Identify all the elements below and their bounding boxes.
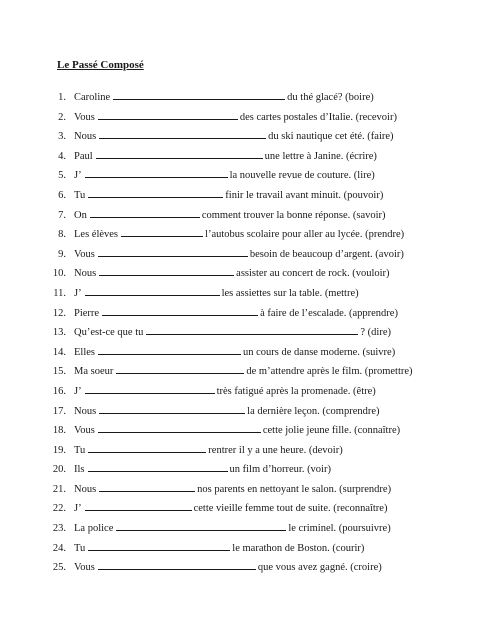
exercise-item xyxy=(38,323,478,343)
exercise-number: 11. xyxy=(53,287,66,299)
exercise-number: 6. xyxy=(58,189,66,201)
exercise-number: 25. xyxy=(52,562,66,574)
answer-blank[interactable] xyxy=(85,384,215,394)
exercise-item xyxy=(38,382,478,402)
exercise-number: 17. xyxy=(52,405,66,417)
answer-blank[interactable] xyxy=(99,482,195,492)
exercise-item xyxy=(38,421,478,441)
exercise-item xyxy=(38,519,478,539)
exercise-number: 18. xyxy=(52,425,66,437)
exercise-subject: Tu xyxy=(74,542,86,554)
exercise-prompt: un cours de danse moderne. (suivre) xyxy=(243,346,396,358)
exercise-item xyxy=(38,441,478,461)
exercise-subject: On xyxy=(74,209,87,221)
exercise-item xyxy=(38,362,478,382)
exercise-prompt: assister au concert de rock. (vouloir) xyxy=(236,268,390,280)
exercise-number: 13. xyxy=(52,327,66,339)
exercise-list xyxy=(38,88,478,578)
answer-blank[interactable] xyxy=(121,227,203,237)
exercise-number: 19. xyxy=(52,444,66,456)
exercise-item xyxy=(38,245,478,265)
exercise-number: 24. xyxy=(52,542,66,554)
answer-blank[interactable] xyxy=(98,247,248,257)
exercise-number: 9. xyxy=(58,248,66,260)
exercise-subject: Pierre xyxy=(74,307,100,319)
exercise-item xyxy=(38,166,478,186)
exercise-subject: Vous xyxy=(74,111,95,123)
answer-blank[interactable] xyxy=(88,462,228,472)
exercise-prompt: un film d’horreur. (voir) xyxy=(229,464,331,476)
exercise-subject: J’ xyxy=(74,503,82,515)
answer-blank[interactable] xyxy=(116,364,244,374)
exercise-subject: Nous xyxy=(74,483,97,495)
exercise-number: 20. xyxy=(52,464,66,476)
answer-blank[interactable] xyxy=(88,541,230,551)
exercise-subject: Nous xyxy=(74,131,97,143)
exercise-subject: Ma soeur xyxy=(74,366,114,378)
exercise-subject: Elles xyxy=(74,346,95,358)
exercise-number: 4. xyxy=(58,150,66,162)
exercise-subject: La police xyxy=(74,523,114,535)
answer-blank[interactable] xyxy=(99,266,234,276)
exercise-subject: Caroline xyxy=(74,92,111,103)
exercise-prompt: très fatigué après la promenade. (être) xyxy=(216,385,376,397)
answer-blank[interactable] xyxy=(98,423,261,433)
answer-blank[interactable] xyxy=(99,404,245,414)
answer-blank[interactable] xyxy=(85,286,220,296)
exercise-subject: J’ xyxy=(74,385,82,397)
exercise-item xyxy=(38,460,478,480)
exercise-item xyxy=(38,88,478,108)
exercise-subject: Tu xyxy=(74,189,86,201)
exercise-subject: Les élèves xyxy=(74,229,119,241)
exercise-prompt: l’autobus scolaire pour aller au lycée. (prendre) xyxy=(205,229,405,241)
exercise-prompt: des cartes postales d’Italie. (recevoir) xyxy=(239,111,397,123)
exercise-number: 1. xyxy=(58,92,66,103)
exercise-prompt: la dernière leçon. (comprendre) xyxy=(247,405,380,417)
exercise-item xyxy=(38,558,478,578)
exercise-subject: Nous xyxy=(74,268,97,280)
exercise-number: 21. xyxy=(52,483,66,495)
answer-blank[interactable] xyxy=(85,168,228,178)
exercise-subject: Vous xyxy=(74,425,95,437)
answer-blank[interactable] xyxy=(102,306,258,316)
exercise-item xyxy=(38,186,478,206)
exercise-item xyxy=(38,499,478,519)
exercise-prompt: du thé glacé? (boire) xyxy=(287,92,374,103)
answer-blank[interactable] xyxy=(88,443,206,453)
exercise-number: 7. xyxy=(58,209,66,221)
exercise-number: 8. xyxy=(58,229,66,241)
exercise-item xyxy=(38,225,478,245)
exercise-prompt: le marathon de Boston. (courir) xyxy=(232,542,365,554)
exercise-number: 14. xyxy=(52,346,66,358)
answer-blank[interactable] xyxy=(98,560,256,570)
exercise-prompt: finir le travail avant minuit. (pouvoir) xyxy=(225,189,384,201)
exercise-prompt: de m’attendre après le film. (promettre) xyxy=(246,366,413,378)
answer-blank[interactable] xyxy=(90,208,200,218)
worksheet-title: Le Passé Composé xyxy=(57,59,144,71)
exercise-subject: Tu xyxy=(74,444,86,456)
exercise-number: 12. xyxy=(52,307,66,319)
exercise-number: 22. xyxy=(52,503,66,515)
exercise-item xyxy=(38,108,478,128)
exercise-item xyxy=(38,480,478,500)
exercise-prompt: du ski nautique cet été. (faire) xyxy=(268,131,394,143)
exercise-prompt: la nouvelle revue de couture. (lire) xyxy=(229,170,375,182)
exercise-prompt: besoin de beaucoup d’argent. (avoir) xyxy=(249,248,404,260)
exercise-item xyxy=(38,264,478,284)
exercise-prompt: que vous avez gagné. (croire) xyxy=(257,562,382,574)
exercise-item xyxy=(38,127,478,147)
exercise-prompt: cette vieille femme tout de suite. (reconnaître) xyxy=(193,503,388,515)
exercise-number: 16. xyxy=(52,385,66,397)
exercise-item xyxy=(38,284,478,304)
answer-blank[interactable] xyxy=(88,188,223,198)
answer-blank[interactable] xyxy=(116,521,286,531)
exercise-prompt: à faire de l’escalade. (apprendre) xyxy=(260,307,398,319)
exercise-prompt: le criminel. (poursuivre) xyxy=(288,523,391,535)
exercise-subject: J’ xyxy=(74,170,82,182)
exercise-number: 23. xyxy=(52,523,66,535)
exercise-subject: Paul xyxy=(74,150,93,162)
answer-blank[interactable] xyxy=(98,345,241,355)
exercise-item xyxy=(38,402,478,422)
answer-blank[interactable] xyxy=(96,149,263,159)
exercise-prompt: ? (dire) xyxy=(360,327,391,339)
exercise-number: 10. xyxy=(52,268,66,280)
answer-blank[interactable] xyxy=(99,129,266,139)
answer-blank[interactable] xyxy=(113,90,285,100)
exercise-number: 2. xyxy=(58,111,66,123)
exercise-prompt: comment trouver la bonne réponse. (savoir) xyxy=(201,209,386,221)
exercise-prompt: rentrer il y a une heure. (devoir) xyxy=(208,444,343,456)
answer-blank[interactable] xyxy=(85,501,192,511)
exercise-item xyxy=(38,206,478,226)
exercise-prompt: nos parents en nettoyant le salon. (surprendre) xyxy=(197,483,392,495)
exercise-subject: Nous xyxy=(74,405,97,417)
answer-blank[interactable] xyxy=(146,325,358,335)
exercise-subject: Vous xyxy=(74,248,95,260)
exercise-item xyxy=(38,343,478,363)
exercise-subject: Ils xyxy=(74,464,85,476)
exercise-subject: Vous xyxy=(74,562,95,574)
exercise-number: 3. xyxy=(58,131,66,143)
exercise-number: 5. xyxy=(58,170,66,182)
exercise-prompt: cette jolie jeune fille. (connaître) xyxy=(262,425,401,437)
answer-blank[interactable] xyxy=(98,110,238,120)
exercise-subject: Qu’est-ce que tu xyxy=(74,327,144,339)
exercise-item xyxy=(38,539,478,559)
exercise-number: 15. xyxy=(52,366,66,378)
exercise-subject: J’ xyxy=(74,287,82,299)
exercise-prompt: une lettre à Janine. (écrire) xyxy=(264,150,377,162)
exercise-item xyxy=(38,147,478,167)
exercise-prompt: les assiettes sur la table. (mettre) xyxy=(221,287,359,299)
exercise-item xyxy=(38,304,478,324)
